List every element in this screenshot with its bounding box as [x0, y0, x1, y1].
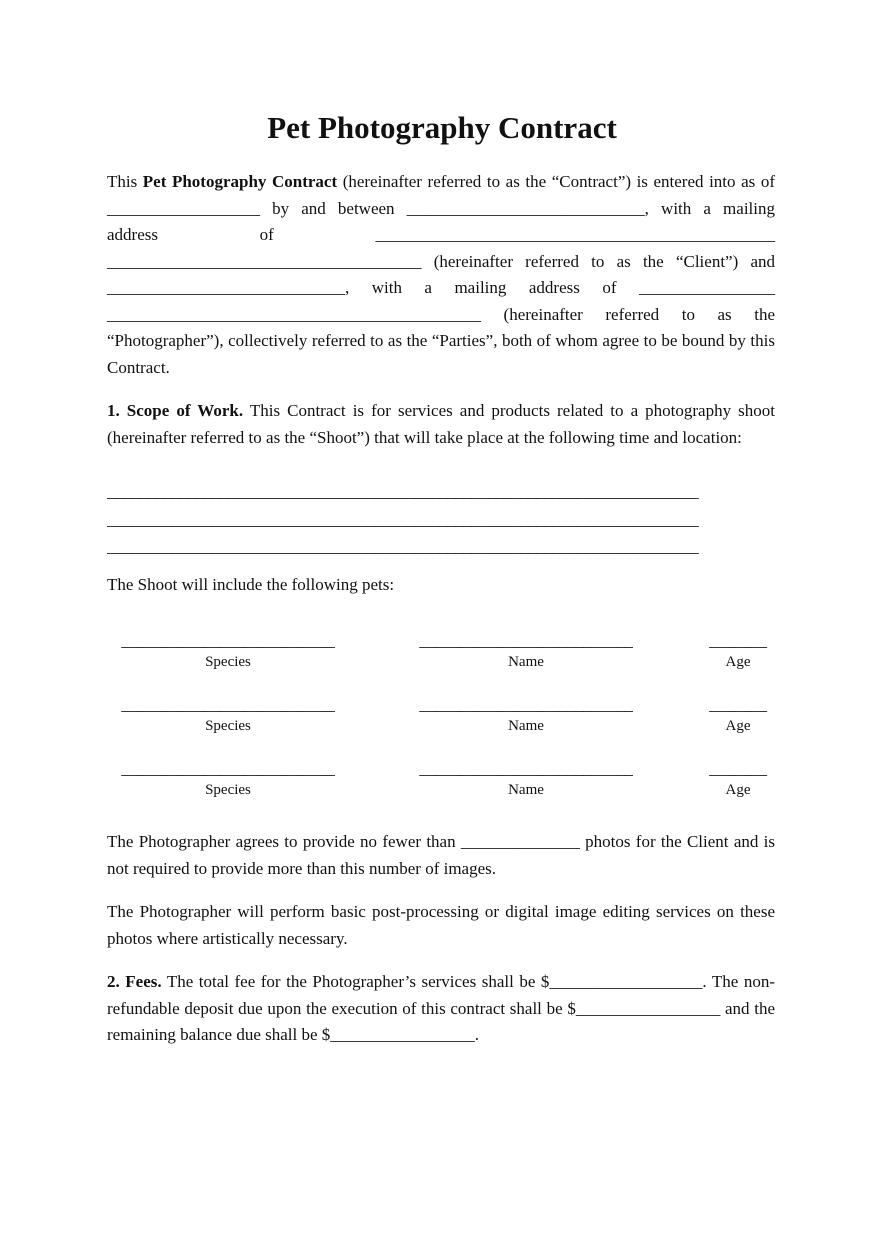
species-caption: Species [205, 782, 251, 798]
species-field [107, 756, 349, 800]
name-field [405, 628, 647, 672]
species-field [107, 692, 349, 736]
name-field [405, 692, 647, 736]
name-caption: Name [508, 718, 544, 734]
intro-paragraph [107, 169, 775, 381]
age-caption: Age [725, 654, 751, 670]
intro-contract-name: Pet Photography Contract [142, 172, 338, 191]
name-blank[interactable]: __________________________ [419, 759, 633, 778]
pets-intro: The Shoot will include the following pets: [107, 574, 395, 594]
scope-text: This Contract is for services and products related to a photography shoot (hereinafter referred to as the “Shoot”) that will take place at the following time and location: [107, 401, 775, 447]
fees-heading: 2. Fees. [107, 972, 162, 991]
pet-row [107, 692, 775, 756]
page-title: Pet Photography Contract [267, 110, 617, 145]
pets-table [107, 628, 775, 820]
name-caption: Name [508, 782, 544, 798]
name-blank[interactable]: __________________________ [419, 631, 633, 650]
species-caption: Species [205, 654, 251, 670]
age-caption: Age [725, 782, 751, 798]
name-field [405, 756, 647, 800]
location-blank-lines [107, 479, 775, 562]
age-field [704, 692, 772, 736]
fees-text: The total fee for the Photographer’s services shall be $__________________. The non-refundable deposit due upon the execution of this contract shall be $_________________ and the remaining balance due shall be $_________________. [107, 972, 775, 1044]
age-caption: Age [725, 718, 751, 734]
species-blank[interactable]: __________________________ [121, 631, 335, 650]
species-caption: Species [205, 718, 251, 734]
intro-text-rest: (hereinafter referred to as the “Contract”) is entered into as of __________________ by and between ____________________________, with a mailing address of _______________________________________________ _____________________________________ (hereinafter referred to as the “Client”) and ____________________________, with a mailing address of ________________ ____________________________________________ (hereinafter referred to as the “Photographer”), collectively referred to as the “Parties”, both of whom agree to be bound by this Contract. [107, 172, 775, 377]
location-blank-line[interactable]: _________________________________________________________________________ [107, 482, 699, 501]
age-blank[interactable]: _______ [709, 631, 767, 650]
fees-paragraph [107, 969, 775, 1049]
photos-count-paragraph: The Photographer agrees to provide no fewer than ______________ photos for the Client and is not required to provide more than this number of images. [107, 832, 775, 878]
name-caption: Name [508, 654, 544, 670]
species-blank[interactable]: __________________________ [121, 695, 335, 714]
species-field [107, 628, 349, 672]
intro-text-start: This [107, 172, 143, 191]
contract-body [107, 169, 775, 1049]
pet-row [107, 756, 775, 820]
editing-paragraph: The Photographer will perform basic post-processing or digital image editing services on these photos where artistically necessary. [107, 902, 775, 948]
scope-heading: 1. Scope of Work. [107, 401, 244, 420]
scope-paragraph [107, 398, 775, 451]
age-field [704, 756, 772, 800]
age-blank[interactable]: _______ [709, 759, 767, 778]
location-blank-line[interactable]: _________________________________________________________________________ [107, 537, 699, 556]
location-blank-line[interactable]: _________________________________________________________________________ [107, 509, 699, 529]
species-blank[interactable]: __________________________ [121, 759, 335, 778]
age-blank[interactable]: _______ [709, 695, 767, 714]
name-blank[interactable]: __________________________ [419, 695, 633, 714]
pet-row [107, 628, 775, 692]
age-field [704, 628, 772, 672]
